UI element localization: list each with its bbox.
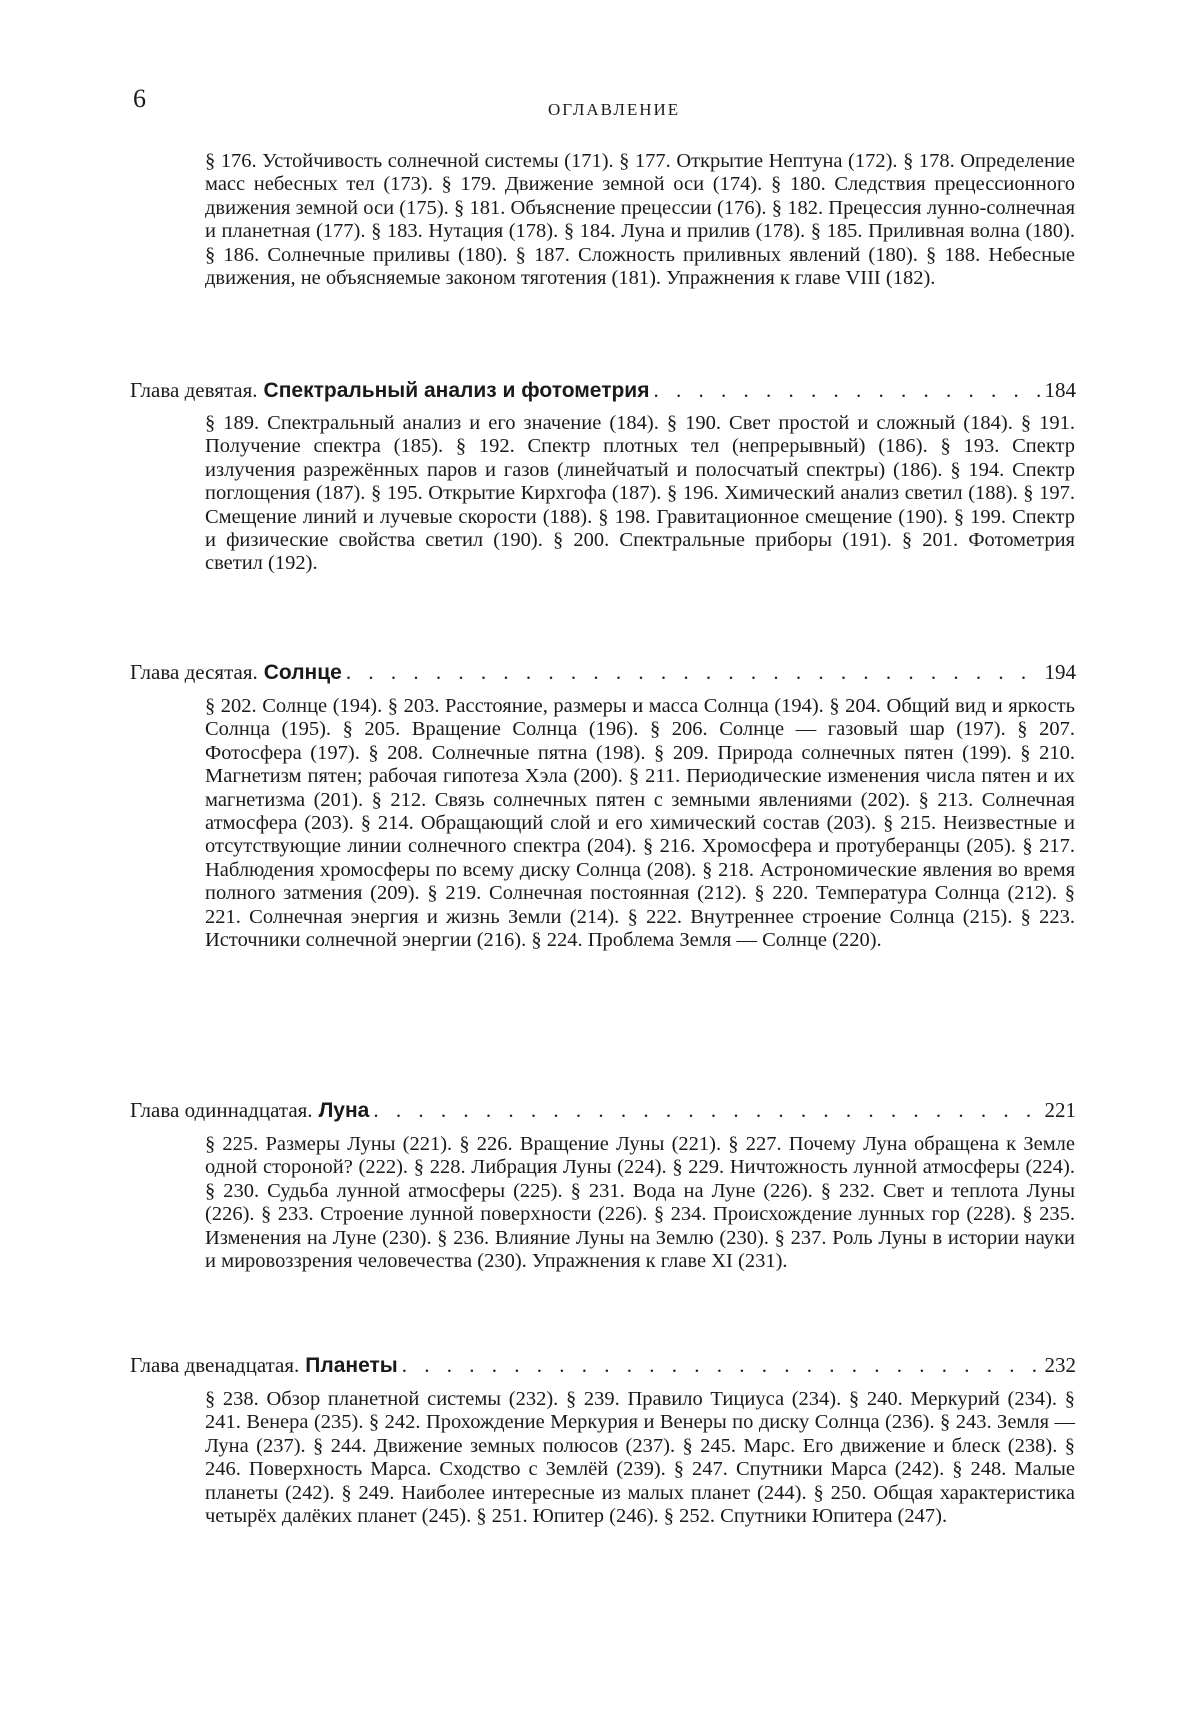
chapter-9-section-list: § 189. Спектральный анализ и его значение (184). § 190. Свет простой и сложный (184). § 191. Получение спектра (185). § 192. Спектр плотных тел (непрерывный) (186). § 193. Спектр излучения разрежённых паров и газов (линейчатый и полосчатый спектры) (186). § 194. Спектр поглощения (187). § 195. Открытие Кирхгофа (187). § 196. Химический анализ светил (188). § 197. Смещение линий и лучевые скорости (188). § 198. Гравитационное смещение (190). § 199. Спектр и физические свойства светил (190). § 200. Спектральные приборы (191). § 201. Фотометрия светил (192). <box>205 412 1075 575</box>
chapter-11-section-list: § 225. Размеры Луны (221). § 226. Вращение Луны (221). § 227. Почему Луна обращена к Земле одной стороной? (222). § 228. Либрация Луны (224). § 229. Ничтожность лунной атмосферы (224). § 230. Судьба лунной атмосферы (225). § 231. Вода на Луне (226). § 232. Свет и теплота Луны (226). § 233. Строение лунной поверхности (226). § 234. Происхождение лунных гор (228). § 235. Изменения на Луне (230). § 236. Влияние Луны на Землю (230). § 237. Роль Луны в истории науки и мировоззрения человечества (230). Упражнения к главе XI (231). <box>205 1133 1075 1273</box>
chapter-label: Глава одиннадцатая. <box>130 1098 313 1122</box>
chapter-title: Спектральный анализ и фотометрия <box>263 379 650 402</box>
chapter-page-number: 194 <box>1044 660 1076 684</box>
chapter-title: Луна <box>318 1099 370 1122</box>
chapter-10-section-list: § 202. Солнце (194). § 203. Расстояние, размеры и масса Солнца (194). § 204. Общий вид и яркость Солнца (195). § 205. Вращение Солнца (196). § 206. Солнце — газовый шар (197). § 207. Фотосфера (197). § 208. Солнечные пятна (198). § 209. Природа солнечных пятен (199). § 210. Магнетизм пятен; рабочая гипотеза Хэла (200). § 211. Периодические изменения числа пятен и их магнетизма (201). § 212. Связь солнечных пятен с земными явлениями (202). § 213. Солнечная атмосфера (203). § 214. Обращающий слой и его химический состав (203). § 215. Неизвестные и отсутствующие линии солнечного спектра (204). § 216. Хромосфера и протуберанцы (205). § 217. Наблюдения хромосферы по всему диску Солнца (208). § 218. Астрономические явления во время полного затмения (209). § 219. Солнечная постоянная (212). § 220. Температура Солнца (212). § 221. Солнечная энергия и жизнь Земли (214). § 222. Внутреннее строение Солнца (215). § 223. Источники солнечной энергии (216). § 224. Проблема Земля — Солнце (220). <box>205 695 1075 952</box>
chapter-label: Глава двенадцатая. <box>130 1353 300 1377</box>
leader-dots <box>402 1353 1041 1378</box>
leader-dots <box>373 1098 1040 1123</box>
leader-dots <box>653 378 1040 403</box>
chapter-page-number: 221 <box>1044 1098 1076 1122</box>
chapter-11-heading <box>130 1098 1076 1123</box>
section-list-chapter-8-continued: § 176. Устойчивость солнечной системы (171). § 177. Открытие Нептуна (172). § 178. Определение масс небесных тел (173). § 179. Движение земной оси (174). § 180. Следствия прецессионного движения земной оси (175). § 181. Объяснение прецессии (176). § 182. Прецессия лунно-солнечная и планетная (177). § 183. Нутация (178). § 184. Луна и прилив (178). § 185. Приливная волна (180). § 186. Солнечные приливы (180). § 187. Сложность приливных явлений (180). § 188. Небесные движения, не объясняемые законом тяготения (181). Упражнения к главе VIII (182). <box>205 150 1075 290</box>
chapter-title: Планеты <box>305 1354 398 1377</box>
chapter-page-number: 232 <box>1044 1353 1076 1377</box>
leader-dots <box>346 660 1041 685</box>
chapter-label: Глава десятая. <box>130 660 258 684</box>
chapter-label: Глава девятая. <box>130 378 258 402</box>
page-number: 6 <box>133 84 146 113</box>
chapter-12-section-list: § 238. Обзор планетной системы (232). § 239. Правило Тициуса (234). § 240. Меркурий (234). § 241. Венера (235). § 242. Прохождение Меркурия и Венеры по диску Солнца (236). § 243. Земля — Луна (237). § 244. Движение земных полюсов (237). § 245. Марс. Его движение и блеск (238). § 246. Поверхность Марса. Сходство с Землёй (239). § 247. Спутники Марса (242). § 248. Малые планеты (242). § 249. Наиболее интересные из малых планет (244). § 250. Общая характеристика четырёх далёких планет (245). § 251. Юпитер (246). § 252. Спутники Юпитера (247). <box>205 1388 1075 1528</box>
running-title: ОГЛАВЛЕНИЕ <box>548 100 681 119</box>
chapter-12-heading <box>130 1353 1076 1378</box>
chapter-10-heading <box>130 660 1076 685</box>
chapter-title: Солнце <box>263 661 342 684</box>
chapter-9-heading <box>130 378 1076 403</box>
chapter-page-number: 184 <box>1044 378 1076 402</box>
